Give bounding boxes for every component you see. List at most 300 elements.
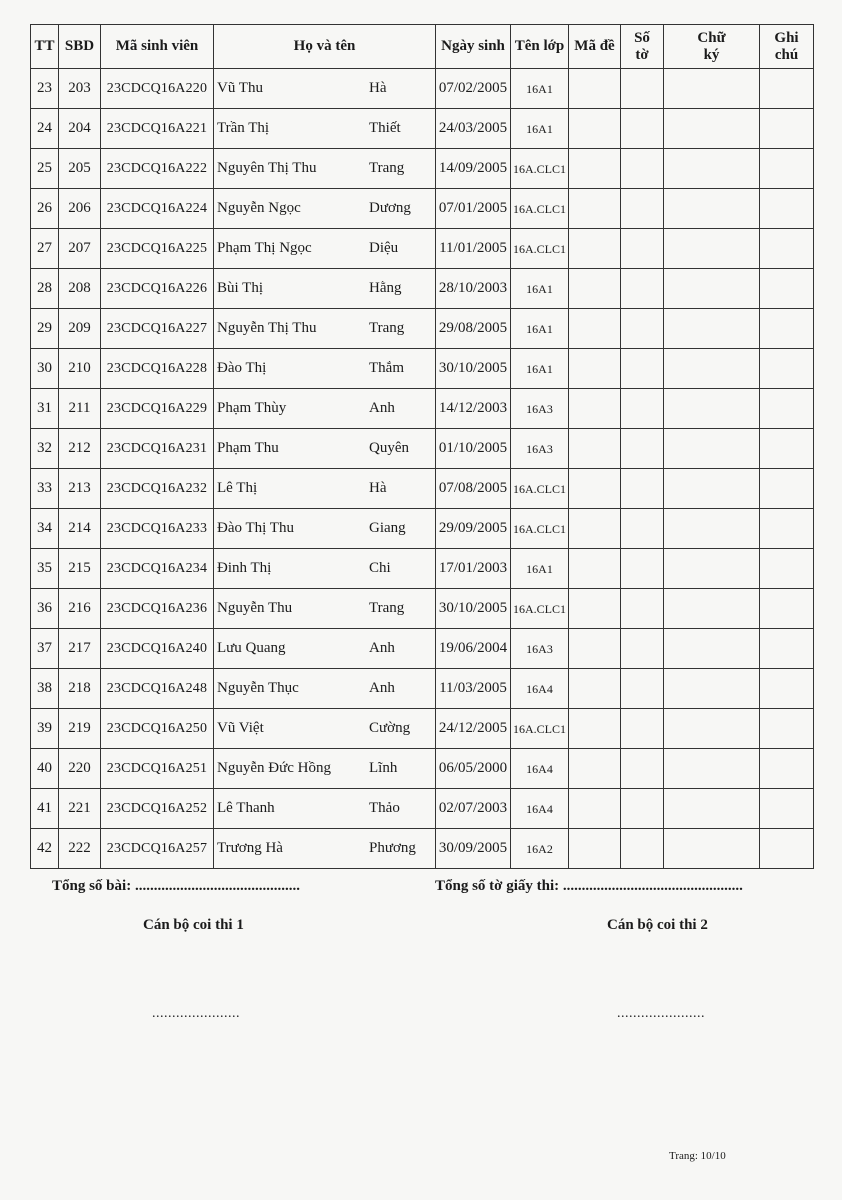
row-exam-code-cell — [569, 509, 621, 549]
full-name-wrap — [214, 829, 435, 868]
row-date-of-birth: 01/10/2005 — [436, 429, 511, 469]
row-sheet-count-cell — [621, 349, 664, 389]
row-signature-cell — [664, 749, 760, 789]
table-row — [31, 589, 814, 629]
row-student-id: 23CDCQ16A229 — [101, 389, 214, 429]
row-sbd: 219 — [59, 709, 101, 749]
full-name-wrap — [214, 629, 435, 668]
row-notes-cell — [760, 349, 814, 389]
table-row — [31, 309, 814, 349]
row-sbd: 216 — [59, 589, 101, 629]
row-tt: 34 — [31, 509, 59, 549]
row-sheet-count-cell — [621, 749, 664, 789]
row-sbd: 221 — [59, 789, 101, 829]
surname-and-middle: Lưu Quang — [217, 640, 286, 656]
table-header-row — [31, 25, 814, 69]
row-tt: 36 — [31, 589, 59, 629]
row-notes-cell — [760, 669, 814, 709]
full-name-wrap — [214, 229, 435, 268]
table-body — [31, 69, 814, 869]
row-date-of-birth: 30/09/2005 — [436, 829, 511, 869]
row-class-name: 16A.CLC1 — [511, 509, 569, 549]
row-signature-cell — [664, 269, 760, 309]
row-notes-cell — [760, 269, 814, 309]
surname-and-middle: Lê Thanh — [217, 800, 275, 816]
table-row — [31, 749, 814, 789]
surname-and-middle: Bùi Thị — [217, 280, 263, 296]
row-full-name — [214, 69, 436, 109]
row-class-name: 16A2 — [511, 829, 569, 869]
row-tt: 42 — [31, 829, 59, 869]
row-sheet-count-cell — [621, 589, 664, 629]
student-roster-table — [30, 24, 814, 869]
row-full-name — [214, 349, 436, 389]
header-date-of-birth: Ngày sinh — [436, 25, 511, 69]
row-exam-code-cell — [569, 229, 621, 269]
row-class-name: 16A.CLC1 — [511, 149, 569, 189]
header-exam-code: Mã đề — [569, 25, 621, 69]
table-row — [31, 789, 814, 829]
row-date-of-birth: 28/10/2003 — [436, 269, 511, 309]
row-tt: 38 — [31, 669, 59, 709]
full-name-wrap — [214, 189, 435, 228]
row-student-id: 23CDCQ16A225 — [101, 229, 214, 269]
given-name: Trang — [369, 320, 405, 336]
row-class-name: 16A4 — [511, 749, 569, 789]
table-row — [31, 189, 814, 229]
row-full-name — [214, 829, 436, 869]
row-tt: 24 — [31, 109, 59, 149]
row-full-name — [214, 229, 436, 269]
full-name-wrap — [214, 389, 435, 428]
table-row — [31, 469, 814, 509]
row-full-name — [214, 189, 436, 229]
row-sbd: 212 — [59, 429, 101, 469]
surname-and-middle: Đào Thị — [217, 360, 267, 376]
row-sheet-count-cell — [621, 309, 664, 349]
header-full-name: Họ và tên — [214, 25, 436, 69]
row-class-name: 16A1 — [511, 349, 569, 389]
given-name: Lĩnh — [369, 760, 398, 776]
row-exam-code-cell — [569, 309, 621, 349]
row-full-name — [214, 469, 436, 509]
row-notes-cell — [760, 469, 814, 509]
full-name-wrap — [214, 749, 435, 788]
row-student-id: 23CDCQ16A251 — [101, 749, 214, 789]
proctor-2-label: Cán bộ coi thi 2 — [607, 917, 708, 933]
row-notes-cell — [760, 589, 814, 629]
row-student-id: 23CDCQ16A227 — [101, 309, 214, 349]
row-sbd: 215 — [59, 549, 101, 589]
row-class-name: 16A3 — [511, 429, 569, 469]
row-student-id: 23CDCQ16A248 — [101, 669, 214, 709]
table-row — [31, 349, 814, 389]
row-tt: 25 — [31, 149, 59, 189]
surname-and-middle: Đinh Thị — [217, 560, 272, 576]
surname-and-middle: Nguyễn Đức Hồng — [217, 760, 331, 776]
row-student-id: 23CDCQ16A220 — [101, 69, 214, 109]
row-student-id: 23CDCQ16A222 — [101, 149, 214, 189]
surname-and-middle: Trương Hà — [217, 840, 283, 856]
row-exam-code-cell — [569, 269, 621, 309]
proctor-1-label: Cán bộ coi thi 1 — [143, 917, 244, 933]
given-name: Anh — [369, 640, 395, 656]
header-student-id: Mã sinh viên — [101, 25, 214, 69]
row-exam-code-cell — [569, 669, 621, 709]
given-name: Hà — [369, 480, 387, 496]
row-sbd: 211 — [59, 389, 101, 429]
row-date-of-birth: 17/01/2003 — [436, 549, 511, 589]
table-row — [31, 829, 814, 869]
row-sbd: 205 — [59, 149, 101, 189]
row-student-id: 23CDCQ16A250 — [101, 709, 214, 749]
row-signature-cell — [664, 189, 760, 229]
row-sheet-count-cell — [621, 669, 664, 709]
row-date-of-birth: 11/01/2005 — [436, 229, 511, 269]
row-sbd: 209 — [59, 309, 101, 349]
row-full-name — [214, 389, 436, 429]
row-date-of-birth: 24/03/2005 — [436, 109, 511, 149]
row-student-id: 23CDCQ16A228 — [101, 349, 214, 389]
row-class-name: 16A3 — [511, 629, 569, 669]
row-exam-code-cell — [569, 749, 621, 789]
row-exam-code-cell — [569, 389, 621, 429]
given-name: Cường — [369, 720, 411, 736]
row-sbd: 206 — [59, 189, 101, 229]
row-sheet-count-cell — [621, 789, 664, 829]
row-date-of-birth: 14/09/2005 — [436, 149, 511, 189]
full-name-wrap — [214, 429, 435, 468]
surname-and-middle: Nguyễn Thị Thu — [217, 320, 317, 336]
row-full-name — [214, 589, 436, 629]
row-full-name — [214, 149, 436, 189]
table-row — [31, 149, 814, 189]
row-signature-cell — [664, 589, 760, 629]
given-name: Thảo — [369, 800, 400, 816]
row-signature-cell — [664, 109, 760, 149]
full-name-wrap — [214, 109, 435, 148]
row-sbd: 203 — [59, 69, 101, 109]
full-name-wrap — [214, 709, 435, 748]
row-exam-code-cell — [569, 429, 621, 469]
full-name-wrap — [214, 149, 435, 188]
row-date-of-birth: 02/07/2003 — [436, 789, 511, 829]
row-sheet-count-cell — [621, 69, 664, 109]
given-name: Hằng — [369, 280, 402, 296]
row-signature-cell — [664, 709, 760, 749]
row-signature-cell — [664, 349, 760, 389]
given-name: Thắm — [369, 360, 404, 376]
row-notes-cell — [760, 309, 814, 349]
row-sheet-count-cell — [621, 269, 664, 309]
row-tt: 35 — [31, 549, 59, 589]
row-exam-code-cell — [569, 789, 621, 829]
given-name: Giang — [369, 520, 406, 536]
row-date-of-birth: 29/08/2005 — [436, 309, 511, 349]
row-sheet-count-cell — [621, 469, 664, 509]
row-student-id: 23CDCQ16A226 — [101, 269, 214, 309]
table-row — [31, 389, 814, 429]
row-sbd: 218 — [59, 669, 101, 709]
row-sbd: 214 — [59, 509, 101, 549]
table-row — [31, 549, 814, 589]
row-signature-cell — [664, 69, 760, 109]
row-exam-code-cell — [569, 69, 621, 109]
row-signature-cell — [664, 429, 760, 469]
row-notes-cell — [760, 789, 814, 829]
row-exam-code-cell — [569, 109, 621, 149]
given-name: Phương — [369, 840, 416, 856]
row-notes-cell — [760, 829, 814, 869]
row-tt: 33 — [31, 469, 59, 509]
row-student-id: 23CDCQ16A224 — [101, 189, 214, 229]
proctor-1-signature-line: ...................... — [152, 1006, 240, 1021]
row-date-of-birth: 30/10/2005 — [436, 589, 511, 629]
row-signature-cell — [664, 469, 760, 509]
row-notes-cell — [760, 629, 814, 669]
full-name-wrap — [214, 309, 435, 348]
header-tt: TT — [31, 25, 59, 69]
row-signature-cell — [664, 789, 760, 829]
row-notes-cell — [760, 429, 814, 469]
surname-and-middle: Trần Thị — [217, 120, 270, 136]
row-class-name: 16A1 — [511, 109, 569, 149]
row-exam-code-cell — [569, 589, 621, 629]
row-notes-cell — [760, 549, 814, 589]
row-full-name — [214, 309, 436, 349]
row-date-of-birth: 07/01/2005 — [436, 189, 511, 229]
row-class-name: 16A.CLC1 — [511, 589, 569, 629]
row-tt: 32 — [31, 429, 59, 469]
row-student-id: 23CDCQ16A240 — [101, 629, 214, 669]
row-tt: 40 — [31, 749, 59, 789]
row-class-name: 16A3 — [511, 389, 569, 429]
row-sheet-count-cell — [621, 549, 664, 589]
row-student-id: 23CDCQ16A221 — [101, 109, 214, 149]
row-class-name: 16A.CLC1 — [511, 469, 569, 509]
row-sbd: 213 — [59, 469, 101, 509]
row-notes-cell — [760, 69, 814, 109]
row-date-of-birth: 07/08/2005 — [436, 469, 511, 509]
full-name-wrap — [214, 269, 435, 308]
row-sheet-count-cell — [621, 509, 664, 549]
table-row — [31, 69, 814, 109]
row-signature-cell — [664, 629, 760, 669]
row-signature-cell — [664, 549, 760, 589]
given-name: Trang — [369, 160, 405, 176]
total-papers-line: Tổng số bài: ............................................ — [52, 878, 300, 894]
row-exam-code-cell — [569, 349, 621, 389]
row-notes-cell — [760, 149, 814, 189]
given-name: Anh — [369, 680, 395, 696]
full-name-wrap — [214, 69, 435, 108]
given-name: Dương — [369, 200, 411, 216]
row-full-name — [214, 109, 436, 149]
row-class-name: 16A1 — [511, 309, 569, 349]
header-signature: Chữ ký — [664, 25, 760, 69]
row-tt: 27 — [31, 229, 59, 269]
header-sbd: SBD — [59, 25, 101, 69]
surname-and-middle: Nguyễn Ngọc — [217, 200, 301, 216]
row-sheet-count-cell — [621, 709, 664, 749]
row-sbd: 217 — [59, 629, 101, 669]
row-notes-cell — [760, 509, 814, 549]
surname-and-middle: Phạm Thu — [217, 440, 279, 456]
header-notes: Ghi chú — [760, 25, 814, 69]
table-row — [31, 429, 814, 469]
row-full-name — [214, 669, 436, 709]
row-exam-code-cell — [569, 709, 621, 749]
row-tt: 28 — [31, 269, 59, 309]
row-class-name: 16A.CLC1 — [511, 229, 569, 269]
row-tt: 26 — [31, 189, 59, 229]
surname-and-middle: Phạm Thị Ngọc — [217, 240, 312, 256]
surname-and-middle: Lê Thị — [217, 480, 258, 496]
row-full-name — [214, 749, 436, 789]
row-sbd: 222 — [59, 829, 101, 869]
row-sheet-count-cell — [621, 229, 664, 269]
row-tt: 23 — [31, 69, 59, 109]
full-name-wrap — [214, 589, 435, 628]
row-class-name: 16A.CLC1 — [511, 189, 569, 229]
given-name: Quyên — [369, 440, 409, 456]
row-date-of-birth: 19/06/2004 — [436, 629, 511, 669]
row-sbd: 207 — [59, 229, 101, 269]
row-exam-code-cell — [569, 549, 621, 589]
proctor-2-signature-line: ...................... — [617, 1006, 705, 1021]
row-exam-code-cell — [569, 629, 621, 669]
row-student-id: 23CDCQ16A234 — [101, 549, 214, 589]
row-student-id: 23CDCQ16A252 — [101, 789, 214, 829]
row-student-id: 23CDCQ16A232 — [101, 469, 214, 509]
row-class-name: 16A1 — [511, 69, 569, 109]
row-student-id: 23CDCQ16A233 — [101, 509, 214, 549]
row-class-name: 16A1 — [511, 549, 569, 589]
row-sheet-count-cell — [621, 149, 664, 189]
row-exam-code-cell — [569, 829, 621, 869]
row-student-id: 23CDCQ16A231 — [101, 429, 214, 469]
row-signature-cell — [664, 229, 760, 269]
row-notes-cell — [760, 189, 814, 229]
full-name-wrap — [214, 349, 435, 388]
row-full-name — [214, 269, 436, 309]
row-signature-cell — [664, 389, 760, 429]
row-full-name — [214, 789, 436, 829]
row-date-of-birth: 11/03/2005 — [436, 669, 511, 709]
row-sheet-count-cell — [621, 429, 664, 469]
row-tt: 41 — [31, 789, 59, 829]
row-date-of-birth: 24/12/2005 — [436, 709, 511, 749]
surname-and-middle: Nguyễn Thục — [217, 680, 299, 696]
row-tt: 30 — [31, 349, 59, 389]
row-student-id: 23CDCQ16A236 — [101, 589, 214, 629]
full-name-wrap — [214, 509, 435, 548]
full-name-wrap — [214, 669, 435, 708]
row-notes-cell — [760, 709, 814, 749]
row-sheet-count-cell — [621, 189, 664, 229]
table-row — [31, 229, 814, 269]
row-tt: 37 — [31, 629, 59, 669]
row-class-name: 16A4 — [511, 789, 569, 829]
row-notes-cell — [760, 109, 814, 149]
row-class-name: 16A.CLC1 — [511, 709, 569, 749]
given-name: Trang — [369, 600, 405, 616]
row-notes-cell — [760, 229, 814, 269]
row-date-of-birth: 30/10/2005 — [436, 349, 511, 389]
row-date-of-birth: 06/05/2000 — [436, 749, 511, 789]
row-notes-cell — [760, 749, 814, 789]
given-name: Hà — [369, 80, 387, 96]
header-sheet-count: Số tờ — [621, 25, 664, 69]
row-notes-cell — [760, 389, 814, 429]
row-tt: 31 — [31, 389, 59, 429]
row-full-name — [214, 429, 436, 469]
row-sbd: 210 — [59, 349, 101, 389]
row-sbd: 204 — [59, 109, 101, 149]
row-signature-cell — [664, 309, 760, 349]
row-full-name — [214, 509, 436, 549]
header-class-name: Tên lớp — [511, 25, 569, 69]
surname-and-middle: Đào Thị Thu — [217, 520, 294, 536]
table-row — [31, 629, 814, 669]
row-class-name: 16A1 — [511, 269, 569, 309]
table-row — [31, 109, 814, 149]
row-signature-cell — [664, 509, 760, 549]
row-signature-cell — [664, 149, 760, 189]
total-sheets-line: Tổng số tờ giấy thi: ................................................ — [435, 878, 743, 894]
row-tt: 39 — [31, 709, 59, 749]
given-name: Anh — [369, 400, 395, 416]
row-exam-code-cell — [569, 189, 621, 229]
row-full-name — [214, 549, 436, 589]
table-row — [31, 669, 814, 709]
surname-and-middle: Phạm Thùy — [217, 400, 287, 416]
row-sheet-count-cell — [621, 629, 664, 669]
row-sbd: 208 — [59, 269, 101, 309]
row-date-of-birth: 29/09/2005 — [436, 509, 511, 549]
row-signature-cell — [664, 829, 760, 869]
given-name: Diệu — [369, 240, 399, 256]
surname-and-middle: Nguyên Thị Thu — [217, 160, 317, 176]
row-tt: 29 — [31, 309, 59, 349]
given-name: Chi — [369, 560, 391, 576]
full-name-wrap — [214, 469, 435, 508]
row-sbd: 220 — [59, 749, 101, 789]
row-sheet-count-cell — [621, 829, 664, 869]
page-number: Trang: 10/10 — [669, 1150, 726, 1162]
surname-and-middle: Nguyễn Thu — [217, 600, 293, 616]
given-name: Thiết — [369, 120, 401, 136]
row-exam-code-cell — [569, 149, 621, 189]
surname-and-middle: Vũ Việt — [217, 720, 264, 736]
row-class-name: 16A4 — [511, 669, 569, 709]
full-name-wrap — [214, 549, 435, 588]
table-row — [31, 509, 814, 549]
row-date-of-birth: 07/02/2005 — [436, 69, 511, 109]
row-exam-code-cell — [569, 469, 621, 509]
surname-and-middle: Vũ Thu — [217, 80, 263, 96]
row-sheet-count-cell — [621, 389, 664, 429]
row-student-id: 23CDCQ16A257 — [101, 829, 214, 869]
row-signature-cell — [664, 669, 760, 709]
row-date-of-birth: 14/12/2003 — [436, 389, 511, 429]
table-row — [31, 269, 814, 309]
table-row — [31, 709, 814, 749]
row-sheet-count-cell — [621, 109, 664, 149]
row-full-name — [214, 629, 436, 669]
row-full-name — [214, 709, 436, 749]
full-name-wrap — [214, 789, 435, 828]
